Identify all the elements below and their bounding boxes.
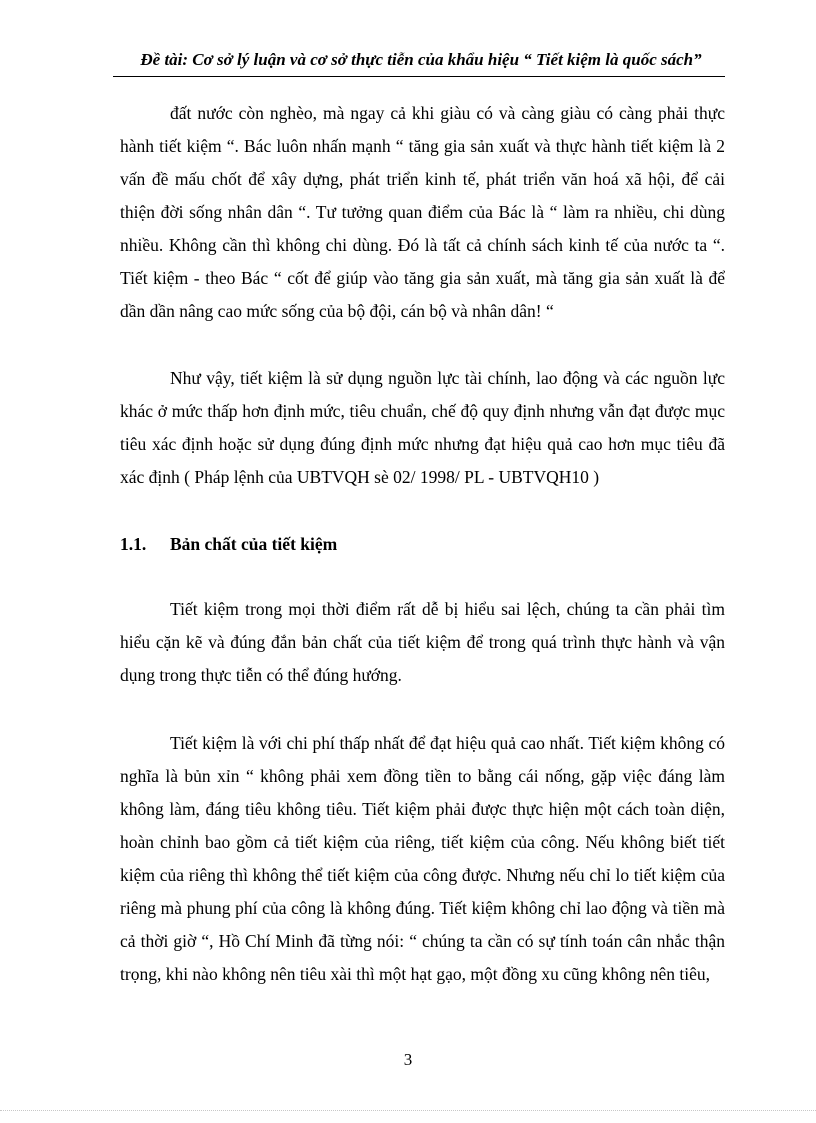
header-divider bbox=[113, 76, 725, 77]
page-number: 3 bbox=[403, 1050, 413, 1069]
page-bottom-edge bbox=[0, 1110, 816, 1111]
paragraph-4: Tiết kiệm là với chi phí thấp nhất để đạt hiệu quả cao nhất. Tiết kiệm không có nghĩa là bủn xỉn “ không phải xem đồng tiền to bằng cái nống, gặp việc đáng làm không làm, đáng tiêu không tiêu. Tiết kiệm phải được thực hiện một cách toàn diện, hoàn chỉnh bao gồm cả tiết kiệm của riêng, tiết kiệm của công. Nếu không biết tiết kiệm của riêng thì không thể tiết kiệm của công được. Nhưng nếu chỉ lo tiết kiệm của riêng mà phung phí của công là không đúng. Tiết kiệm không chỉ lao động và tiền mà cả thời giờ “, Hồ Chí Minh đã từng nói: “ chúng ta cần có sự tính toán cân nhắc thận trọng, khi nào không nên tiêu xài thì một hạt gạo, một đồng xu cũng không nên tiêu, bbox=[120, 733, 725, 984]
paragraph-2: Như vậy, tiết kiệm là sử dụng nguồn lực tài chính, lao động và các nguồn lực khác ở mức thấp hơn định mức, tiêu chuẩn, chế độ quy định nhưng vẫn đạt được mục tiêu xác định hoặc sử dụng đúng định mức nhưng đạt hiệu quả cao hơn mục tiêu đã xác định ( Pháp lệnh của UBTVQH sè 02/ 1998/ PL - UBTVQH10 ) bbox=[120, 368, 725, 487]
paragraph-3: Tiết kiệm trong mọi thời điểm rất dễ bị hiểu sai lệch, chúng ta cần phải tìm hiểu cặn kẽ và đúng đắn bản chất của tiết kiệm để trong quá trình thực hành và vận dụng trong thực tiễn có thể đúng hướng. bbox=[120, 599, 725, 685]
section-title: Bản chất của tiết kiệm bbox=[170, 534, 338, 554]
document-header-title: Đề tài: Cơ sở lý luận và cơ sở thực tiễn của khẩu hiệu “ Tiết kiệm là quốc sách” bbox=[140, 50, 702, 69]
section-number: 1.1. bbox=[120, 534, 147, 554]
paragraph-1: đất nước còn nghèo, mà ngay cả khi giàu có và càng giàu có càng phải thực hành tiết kiệm “. Bác luôn nhấn mạnh “ tăng gia sản xuất và thực hành tiết kiệm là 2 vấn đề mấu chốt để xây dựng, phát triển kinh tế, phát triển văn hoá xã hội, để cải thiện đời sống nhân dân “. Tư tưởng quan điểm của Bác là “ làm ra nhiều, chi dùng nhiều. Không cần thì không chi dùng. Đó là tất cả chính sách kinh tế của nước ta “. Tiết kiệm - theo Bác “ cốt để giúp vào tăng gia sản xuất, mà tăng gia sản xuất là để dần dần nâng cao mức sống của bộ đội, cán bộ và nhân dân! “ bbox=[120, 103, 725, 321]
section-heading bbox=[120, 529, 725, 559]
